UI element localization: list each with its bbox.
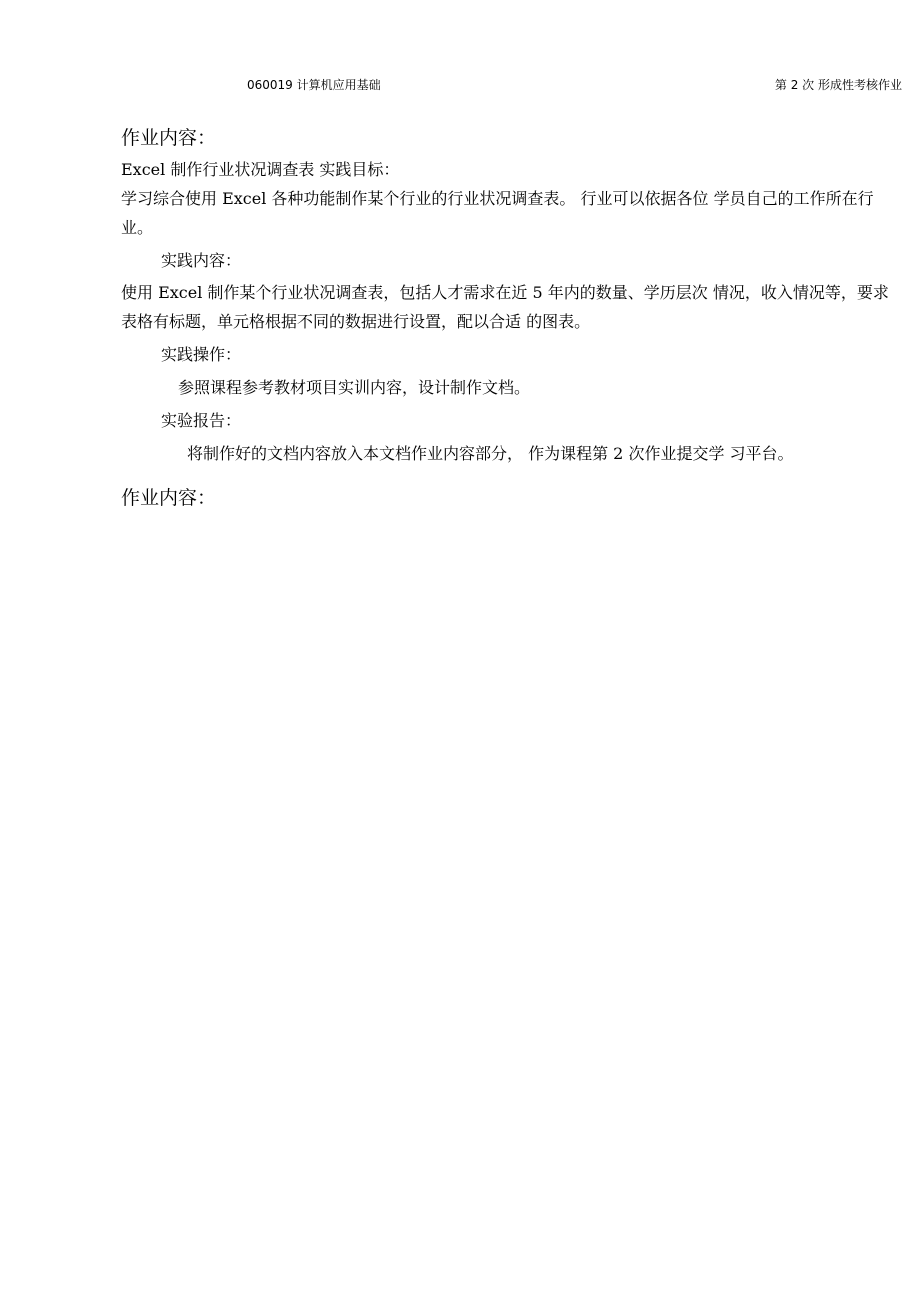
- section-title: 作业内容：: [121, 127, 217, 149]
- header-course: 060019 计算机应用基础: [247, 78, 381, 92]
- practice-content-paragraph: 使用 Excel 制作某个行业状况调查表，包括人才需求在近 5 年内的数量、学历层次 情况，收入情况等，要求表格有标题，单元格根据不同的数据进行设置，配以合适 的图表。: [121, 283, 889, 331]
- practice-operation-label: 实践操作：: [161, 345, 242, 364]
- practice-operation-paragraph: 参照课程参考教材项目实训内容，设计制作文档。: [178, 378, 531, 397]
- header-assignment: 第 2 次 形成性考核作业: [774, 78, 902, 92]
- final-section-title: 作业内容：: [121, 487, 217, 509]
- report-paragraph: 将制作好的文档内容放入本文档作业内容部分， 作为课程第 2 次作业提交学 习平台。: [187, 444, 794, 463]
- report-label: 实验报告：: [161, 411, 242, 430]
- practice-goal-line: Excel 制作行业状况调查表 实践目标：: [121, 160, 400, 179]
- practice-goal-paragraph: 学习综合使用 Excel 各种功能制作某个行业的行业状况调查表。 行业可以依据各位 学员自己的工作所在行业。: [121, 189, 874, 237]
- practice-content-label: 实践内容：: [161, 251, 242, 270]
- document-body: [121, 124, 899, 512]
